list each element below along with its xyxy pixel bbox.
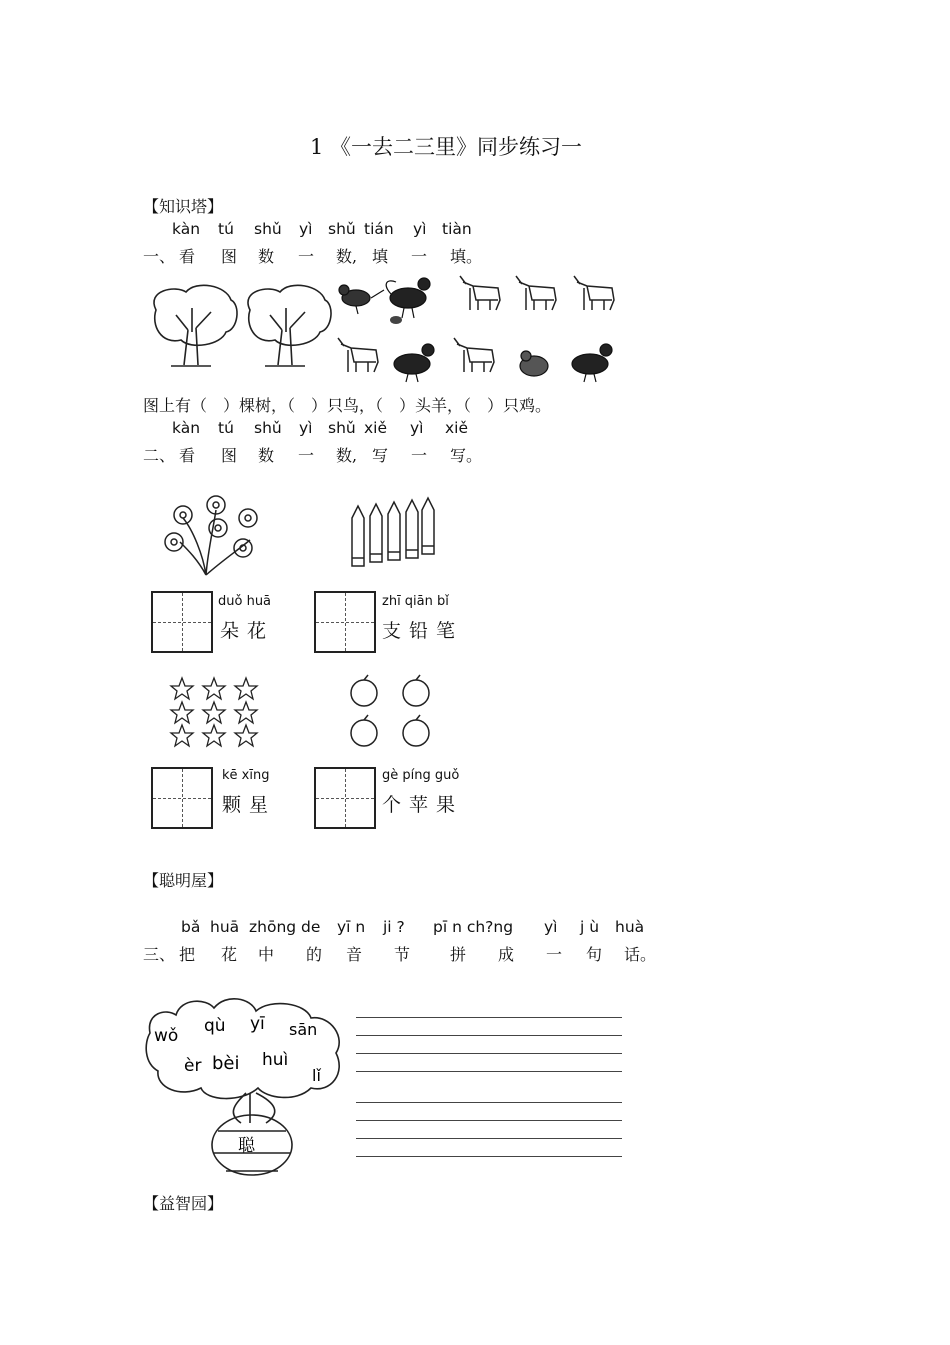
answer-grid-box[interactable] [151, 767, 213, 829]
hanzi: 图 [221, 446, 238, 465]
hanzi: 数 [258, 247, 275, 266]
pinyin: yì [299, 419, 313, 437]
answer-grid-box[interactable] [314, 591, 376, 653]
pinyin: ji ? [383, 918, 405, 936]
syllable: sān [289, 1020, 318, 1039]
item-pinyin: zhī qiān bǐ [382, 594, 449, 609]
writing-line[interactable] [356, 1017, 622, 1018]
syllable: lǐ [312, 1066, 321, 1085]
stars-icon [168, 677, 263, 749]
hanzi: 音 [346, 945, 363, 964]
pinyin: kàn [172, 419, 201, 437]
tree-icon [154, 285, 237, 366]
q1-question-row [0, 244, 950, 266]
item-pinyin: duǒ huā [218, 594, 272, 609]
vase-label: 聪 [238, 1136, 255, 1156]
syllable: èr [184, 1056, 202, 1076]
hanzi: 拼 [450, 945, 467, 964]
answer-grid-box[interactable] [314, 767, 376, 829]
hanzi: 句 [586, 945, 603, 964]
pinyin: zhōng de [249, 918, 321, 936]
q3-question-row [0, 942, 950, 964]
hanzi: 一 [298, 446, 315, 465]
syllable: huì [262, 1050, 289, 1070]
pinyin: yì [413, 220, 427, 238]
section-heading-clever-house: 【聪明屋】 [143, 871, 224, 890]
hanzi: 数, [336, 247, 358, 266]
syllable: bèi [212, 1053, 240, 1074]
pinyin: huā [210, 918, 240, 936]
writing-line[interactable] [356, 1138, 622, 1139]
pinyin: xiě [364, 419, 388, 437]
section-heading-knowledge: 【知识塔】 [143, 197, 224, 216]
hanzi: 数, [336, 446, 358, 465]
hanzi: 中 [258, 945, 275, 964]
syllable: wǒ [154, 1026, 179, 1046]
goat-icon [516, 276, 556, 310]
pinyin: yī n [337, 918, 366, 936]
hanzi: 的 [306, 945, 323, 964]
hanzi: 一 [411, 446, 428, 465]
pinyin: tiàn [442, 220, 472, 238]
item-pinyin: gè píng guǒ [382, 768, 460, 783]
hanzi: 把 [179, 945, 196, 964]
flower-pot-syllables-illustration [146, 993, 351, 1178]
page-title: 1 《一去二三里》同步练习一 [310, 135, 583, 159]
pinyin: tú [218, 419, 234, 437]
question-number: 三、 [143, 945, 176, 964]
q1-fill-in-sentence: 图上有（ ）棵树，（ ）只鸟，（ ）头羊，（ ）只鸡。 [143, 396, 552, 415]
tree-icon [248, 285, 331, 366]
pinyin: xiě [445, 419, 469, 437]
pinyin: shǔ [328, 419, 356, 437]
hanzi: 写 [372, 446, 389, 465]
apples-icon [348, 675, 438, 750]
pinyin: huà [615, 918, 645, 936]
q3-pinyin-row [0, 918, 950, 938]
goat-icon [454, 338, 494, 372]
writing-line[interactable] [356, 1071, 622, 1072]
hanzi: 填。 [450, 247, 483, 266]
goat-icon [338, 338, 378, 372]
writing-line[interactable] [356, 1156, 622, 1157]
hanzi: 一 [546, 945, 563, 964]
pinyin: shǔ [328, 220, 356, 238]
writing-line[interactable] [356, 1035, 622, 1036]
item-label: 颗星 [222, 794, 277, 816]
item-label: 个苹果 [382, 794, 464, 816]
hanzi: 看 [179, 247, 196, 266]
pinyin: yì [299, 220, 313, 238]
hanzi: 数 [258, 446, 275, 465]
pinyin: shǔ [254, 220, 282, 238]
item-label: 支铅笔 [382, 620, 464, 642]
q2-pinyin-row [0, 419, 950, 439]
section-heading-puzzle-garden: 【益智园】 [143, 1194, 224, 1213]
answer-grid-box[interactable] [151, 591, 213, 653]
writing-line[interactable] [356, 1053, 622, 1054]
hanzi: 成 [498, 945, 515, 964]
pencils-icon [348, 498, 438, 573]
hanzi: 写。 [450, 446, 483, 465]
chicken-icon [394, 344, 434, 382]
chicken-icon [572, 344, 612, 382]
goat-icon [574, 276, 614, 310]
hanzi: 看 [179, 446, 196, 465]
bird-icon [390, 316, 402, 324]
bird-icon [339, 285, 384, 314]
pinyin: bǎ [181, 918, 201, 936]
hanzi: 一 [411, 247, 428, 266]
chicken-icon [386, 278, 430, 318]
hanzi: 图 [221, 247, 238, 266]
item-pinyin: kē xīng [222, 768, 270, 783]
flower-branch-icon [158, 490, 268, 580]
hanzi: 花 [221, 945, 238, 964]
pinyin: tú [218, 220, 234, 238]
pinyin: pī n ch?ng [433, 918, 514, 936]
question-number: 二、 [143, 446, 176, 465]
item-label: 朵花 [220, 620, 275, 642]
hanzi: 一 [298, 247, 315, 266]
pinyin: shǔ [254, 419, 282, 437]
pinyin: kàn [172, 220, 201, 238]
syllable: yī [250, 1014, 265, 1034]
q2-question-row [0, 443, 950, 465]
pinyin: yì [410, 419, 424, 437]
q1-pinyin-row [0, 220, 950, 240]
syllable: qù [204, 1016, 226, 1036]
pinyin: j ù [580, 918, 600, 936]
goat-icon [460, 276, 500, 310]
hanzi: 节 [394, 945, 411, 964]
pinyin: yì [544, 918, 558, 936]
hanzi: 填 [372, 247, 389, 266]
writing-line[interactable] [356, 1120, 622, 1121]
pinyin: tián [364, 220, 394, 238]
chicken-icon [520, 351, 548, 376]
writing-line[interactable] [356, 1102, 622, 1103]
question-number: 一、 [143, 247, 176, 266]
hanzi: 话。 [624, 945, 657, 964]
trees-birds-goats-chickens-illustration [146, 270, 626, 385]
